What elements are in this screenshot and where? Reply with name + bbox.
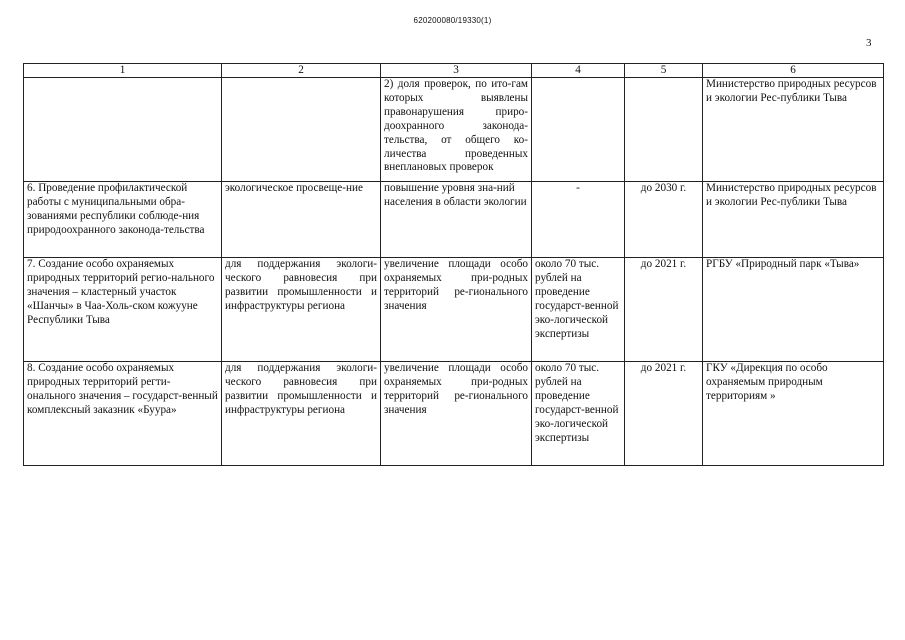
- funding-cell: -: [532, 182, 625, 258]
- column-header: 4: [532, 64, 625, 78]
- column-header: 3: [381, 64, 532, 78]
- result-cell: увеличение площади особо охраняемых при-родных территорий ре-гионального значения: [381, 362, 532, 466]
- column-header: 5: [625, 64, 703, 78]
- responsible-cell: РГБУ «Природный парк «Тыва»: [703, 258, 884, 362]
- column-header: 2: [222, 64, 381, 78]
- table-row: [24, 362, 884, 466]
- funding-cell: около 70 тыс. рублей на проведение государст-венной эко-логической экспертизы: [532, 258, 625, 362]
- funding-cell: [532, 78, 625, 182]
- purpose-cell: для поддержания экологи-ческого равновесия при развитии промышленности и инфраструктуры региона: [222, 362, 381, 466]
- activity-cell: 7. Создание особо охраняемых природных территорий регио-нального значения – кластерный участок «Шанчы» в Чаа-Холь-ском кожууне Республики Тыва: [24, 258, 222, 362]
- page-number: 3: [866, 37, 872, 49]
- activity-cell: 6. Проведение профилактической работы с муниципальными обра-зованиями республики соблюде-ния природоохранного законода-тельства: [24, 182, 222, 258]
- responsible-cell: Министерство природных ресурсов и экологии Рес-публики Тыва: [703, 182, 884, 258]
- purpose-cell: экологическое просвеще-ние: [222, 182, 381, 258]
- document-id: 620200080/19330(1): [413, 16, 492, 25]
- deadline-cell: до 2021 г.: [625, 258, 703, 362]
- table-row: [24, 78, 884, 182]
- funding-cell: около 70 тыс. рублей на проведение государст-венной эко-логической экспертизы: [532, 362, 625, 466]
- column-header: 1: [24, 64, 222, 78]
- header-row: [24, 64, 884, 78]
- result-cell: увеличение площади особо охраняемых при-родных территорий ре-гионального значения: [381, 258, 532, 362]
- deadline-cell: [625, 78, 703, 182]
- responsible-cell: Министерство природных ресурсов и экологии Рес-публики Тыва: [703, 78, 884, 182]
- column-header: 6: [703, 64, 884, 78]
- measures-table: [23, 63, 884, 466]
- purpose-cell: [222, 78, 381, 182]
- table-row: [24, 182, 884, 258]
- table-row: [24, 258, 884, 362]
- activity-cell: [24, 78, 222, 182]
- activity-cell: 8. Создание особо охраняемых природных территорий регти-онального значения – государст-венный комплексный заказник «Буура»: [24, 362, 222, 466]
- purpose-cell: для поддержания экологи-ческого равновесия при развитии промышленности и инфраструктуры региона: [222, 258, 381, 362]
- responsible-cell: ГКУ «Дирекция по особо охраняемым природным территориям »: [703, 362, 884, 466]
- result-cell: 2) доля проверок, по ито-гам которых выявлены правонарушения приро-доохранного законода-тельства, от общего ко-личества проведенных внеплановых проверок: [381, 78, 532, 182]
- deadline-cell: до 2021 г.: [625, 362, 703, 466]
- result-cell: повышение уровня зна-ний населения в области экологии: [381, 182, 532, 258]
- deadline-cell: до 2030 г.: [625, 182, 703, 258]
